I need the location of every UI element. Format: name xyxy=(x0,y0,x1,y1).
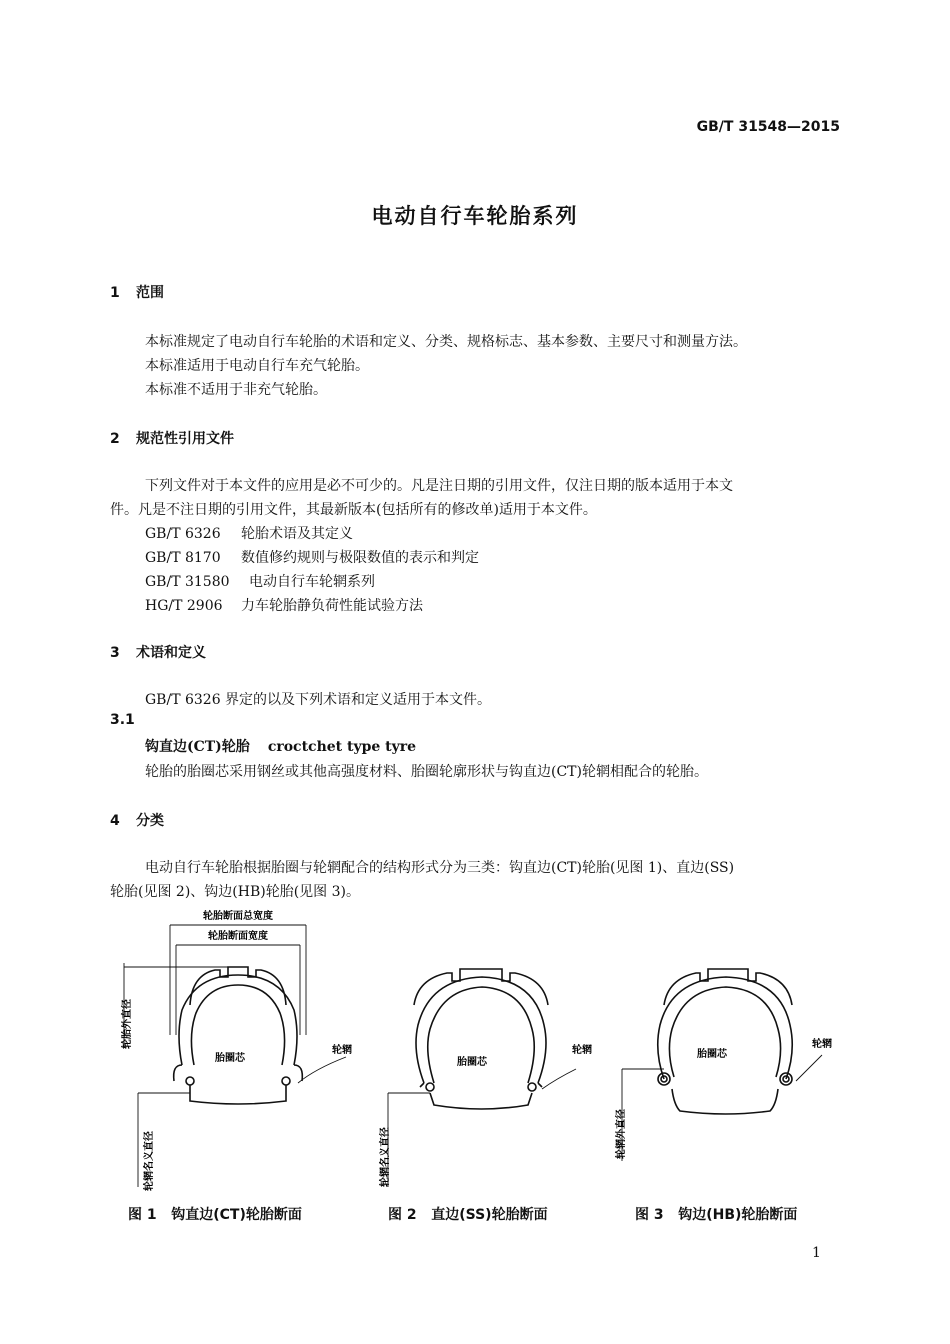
label-total-width: 轮胎断面总宽度 xyxy=(203,911,273,922)
reference-item xyxy=(145,570,375,594)
caption-number: 图 3 xyxy=(635,1207,664,1223)
section-3-heading xyxy=(110,642,206,662)
reference-title: 电动自行车轮辋系列 xyxy=(249,574,375,590)
reference-code: GB/T 6326 xyxy=(145,526,221,542)
section-number: 1 xyxy=(110,285,120,301)
reference-title: 力车轮胎静负荷性能试验方法 xyxy=(241,598,423,614)
paragraph: 本标准规定了电动自行车轮胎的术语和定义、分类、规格标志、基本参数、主要尺寸和测量方法。 xyxy=(145,334,747,350)
reference-code: GB/T 8170 xyxy=(145,550,221,566)
label-rim-nominal-diameter: 轮辋名义直径 xyxy=(144,1131,155,1191)
label-rim: 轮辋 xyxy=(812,1039,832,1050)
document-title: 电动自行车轮胎系列 xyxy=(371,204,579,228)
paragraph: 电动自行车轮胎根据胎圈与轮辋配合的结构形式分为三类：钩直边(CT)轮胎(见图 1)、直边(SS) xyxy=(145,860,735,876)
term-english: croctchet type tyre xyxy=(267,739,417,755)
paragraph: 本标准不适用于非充气轮胎。 xyxy=(145,382,327,398)
section-title: 术语和定义 xyxy=(136,645,206,661)
reference-title: 轮胎术语及其定义 xyxy=(241,526,353,542)
section-title: 分类 xyxy=(136,813,164,829)
subsection-number: 3.1 xyxy=(110,712,135,728)
label-bead-core: 胎圈芯 xyxy=(697,1049,727,1060)
label-rim: 轮辋 xyxy=(572,1045,592,1056)
caption-number: 图 1 xyxy=(128,1207,157,1223)
page-number: 1 xyxy=(812,1245,821,1261)
paragraph: 下列文件对于本文件的应用是必不可少的。凡是注日期的引用文件，仅注日期的版本适用于本文 xyxy=(145,478,733,494)
figure-2-caption xyxy=(388,1204,548,1224)
term-chinese: 钩直边(CT)轮胎 xyxy=(145,739,250,755)
figure-1-ct-tyre-section xyxy=(110,905,370,1195)
section-number: 2 xyxy=(110,431,120,447)
section-2-heading xyxy=(110,428,234,448)
term-definition: 轮胎的胎圈芯采用钢丝或其他高强度材料、胎圈轮廓形状与钩直边(CT)轮辋相配合的轮胎。 xyxy=(145,764,708,780)
paragraph: 本标准适用于电动自行车充气轮胎。 xyxy=(145,358,369,374)
standard-number: GB/T 31548—2015 xyxy=(696,119,840,135)
reference-item xyxy=(145,546,479,570)
label-rim-outer-diameter: 轮辋外直径 xyxy=(616,1109,627,1159)
label-bead-core: 胎圈芯 xyxy=(215,1053,245,1064)
figure-1-caption xyxy=(128,1204,302,1224)
label-outer-diameter: 轮胎外直径 xyxy=(122,999,133,1049)
label-rim: 轮辋 xyxy=(332,1045,352,1056)
figure-3-caption xyxy=(635,1204,797,1224)
caption-number: 图 2 xyxy=(388,1207,417,1223)
figure-3-hb-tyre-section xyxy=(612,955,852,1195)
caption-text: 直边(SS)轮胎断面 xyxy=(431,1207,548,1223)
paragraph: GB/T 6326 界定的以及下列术语和定义适用于本文件。 xyxy=(145,692,492,708)
reference-code: GB/T 31580 xyxy=(145,574,230,590)
section-title: 规范性引用文件 xyxy=(136,431,234,447)
section-1-heading xyxy=(110,282,164,302)
reference-item xyxy=(145,594,423,618)
section-number: 3 xyxy=(110,645,120,661)
reference-item xyxy=(145,522,353,546)
reference-code: HG/T 2906 xyxy=(145,598,223,614)
label-bead-core: 胎圈芯 xyxy=(457,1057,487,1068)
term-entry xyxy=(145,736,416,756)
label-section-width: 轮胎断面宽度 xyxy=(208,931,268,942)
figure-2-ss-tyre-section xyxy=(372,955,612,1195)
paragraph: 件。凡是不注日期的引用文件，其最新版本(包括所有的修改单)适用于本文件。 xyxy=(110,502,597,518)
caption-text: 钩直边(CT)轮胎断面 xyxy=(171,1207,302,1223)
caption-text: 钩边(HB)轮胎断面 xyxy=(678,1207,798,1223)
section-title: 范围 xyxy=(136,285,164,301)
section-number: 4 xyxy=(110,813,120,829)
label-rim-nominal-diameter: 轮辋名义直径 xyxy=(380,1127,391,1187)
paragraph: 轮胎(见图 2)、钩边(HB)轮胎(见图 3)。 xyxy=(110,884,360,900)
section-4-heading xyxy=(110,810,164,830)
reference-title: 数值修约规则与极限数值的表示和判定 xyxy=(241,550,479,566)
